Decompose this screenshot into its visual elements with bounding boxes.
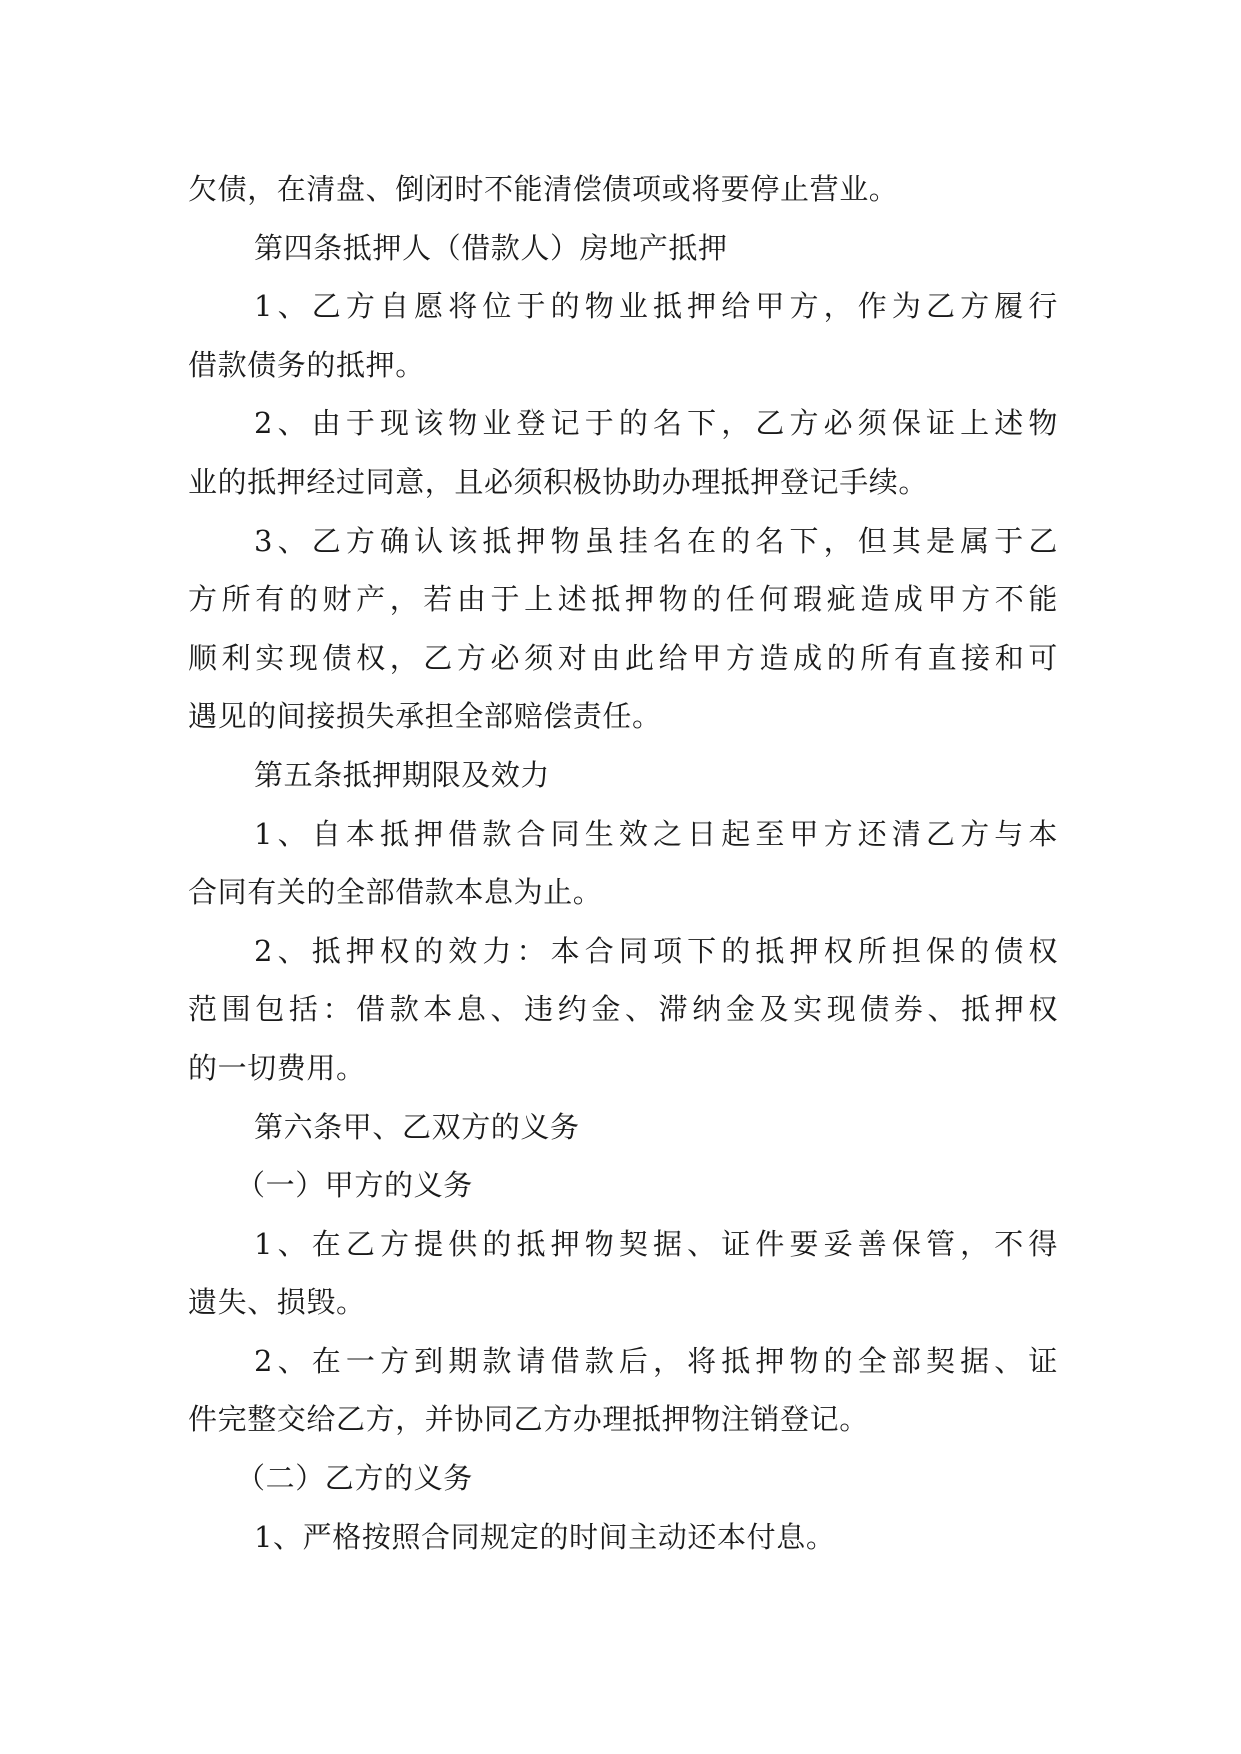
article-heading: 第四条抵押人（借款人）房地产抵押 (254, 230, 728, 265)
paragraph-line: 借款债务的抵押。 (188, 347, 425, 382)
paragraph-line: 的一切费用。 (188, 1050, 366, 1085)
paragraph-line: 1、自本抵押借款合同生效之日起至甲方还清乙方与本 (254, 816, 1058, 851)
paragraph-line: 业的抵押经过同意，且必须积极协助办理抵押登记手续。 (188, 464, 929, 499)
paragraph-line: 1、乙方自愿将位于的物业抵押给甲方，作为乙方履行 (254, 289, 1058, 324)
paragraph-line: 遗失、损毁。 (188, 1285, 366, 1320)
paragraph-line: 1、在乙方提供的抵押物契据、证件要妥善保管，不得 (254, 1226, 1058, 1261)
paragraph-line: 1、严格按照合同规定的时间主动还本付息。 (254, 1519, 836, 1554)
paragraph-line: 遇见的间接损失承担全部赔偿责任。 (188, 699, 662, 734)
paragraph-line: 2、抵押权的效力：本合同项下的抵押权所担保的债权 (254, 933, 1058, 968)
article-heading: 第五条抵押期限及效力 (254, 757, 551, 792)
section-heading: （一）甲方的义务 (236, 1168, 473, 1203)
paragraph-line: 合同有关的全部借款本息为止。 (188, 875, 603, 910)
paragraph-line: 范围包括：借款本息、违约金、滞纳金及实现债券、抵押权 (188, 992, 1058, 1027)
document-body (188, 160, 1058, 1566)
paragraph-line: 件完整交给乙方，并协同乙方办理抵押物注销登记。 (188, 1402, 869, 1437)
paragraph-line: 2、在一方到期款请借款后，将抵押物的全部契据、证 (254, 1343, 1058, 1378)
paragraph-line: 顺利实现债权，乙方必须对由此给甲方造成的所有直接和可 (188, 640, 1058, 675)
paragraph-line: 方所有的财产，若由于上述抵押物的任何瑕疵造成甲方不能 (188, 582, 1058, 617)
paragraph-line: 欠债，在清盘、倒闭时不能清偿债项或将要停止营业。 (188, 172, 899, 206)
section-heading: （二）乙方的义务 (236, 1461, 473, 1496)
paragraph-line: 2、由于现该物业登记于的名下，乙方必须保证上述物 (254, 406, 1058, 441)
paragraph-line: 3、乙方确认该抵押物虽挂名在的名下，但其是属于乙 (254, 523, 1058, 558)
article-heading: 第六条甲、乙双方的义务 (254, 1109, 580, 1144)
